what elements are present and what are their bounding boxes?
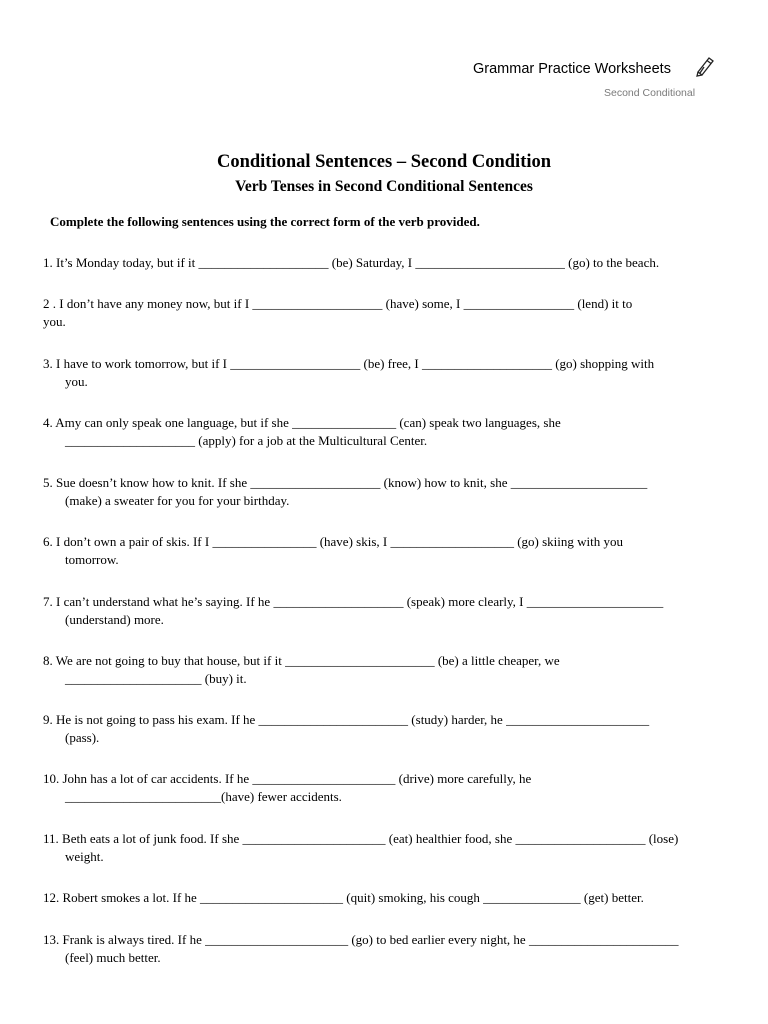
question-text-continued: (make) a sweater for you for your birthday. <box>65 493 290 508</box>
question-text: 7. I can’t understand what he’s saying. If he ____________________ (speak) more clearly, I _____________________ <box>43 594 664 609</box>
page-subtitle: Verb Tenses in Second Conditional Sentences <box>235 178 533 195</box>
question-text: 11. Beth eats a lot of junk food. If she ______________________ (eat) healthier food, she ____________________ (lose) <box>43 831 679 846</box>
question-text-continued: (pass). <box>65 730 100 745</box>
question-text: 13. Frank is always tired. If he ______________________ (go) to bed earlier every night, he _______________________ <box>43 932 679 947</box>
question-text: 12. Robert smokes a lot. If he ______________________ (quit) smoking, his cough _______________ (get) better. <box>43 890 644 905</box>
question-text-continued: weight. <box>65 849 104 864</box>
question-4 <box>43 414 723 450</box>
question-text-continued: _____________________ (buy) it. <box>65 671 247 686</box>
question-2 <box>43 295 723 331</box>
question-10 <box>43 770 723 806</box>
question-text: 10. John has a lot of car accidents. If he ______________________ (drive) more carefully, he <box>43 771 532 786</box>
question-12 <box>43 889 723 907</box>
question-3 <box>43 355 723 391</box>
question-text-continued: ____________________ (apply) for a job at the Multicultural Center. <box>65 433 428 448</box>
question-text: 6. I don’t own a pair of skis. If I ________________ (have) skis, I ___________________ (go) skiing with you <box>43 534 624 549</box>
question-text: 5. Sue doesn’t know how to knit. If she ____________________ (know) how to knit, she _____________________ <box>43 475 648 490</box>
question-text-continued: you. <box>43 314 66 329</box>
question-9 <box>43 711 723 747</box>
question-1 <box>43 254 723 272</box>
question-text: 2 . I don’t have any money now, but if I ____________________ (have) some, I _________________ (lend) it to <box>43 296 633 311</box>
question-8 <box>43 652 723 688</box>
question-11 <box>43 830 723 866</box>
question-5 <box>43 474 723 510</box>
question-text-continued: (understand) more. <box>65 612 164 627</box>
question-text-continued: ________________________(have) fewer accidents. <box>65 789 342 804</box>
question-text: 9. He is not going to pass his exam. If he _______________________ (study) harder, he ______________________ <box>43 712 650 727</box>
header-subtitle: Second Conditional <box>604 87 696 99</box>
instructions: Complete the following sentences using the correct form of the verb provided. <box>50 214 480 229</box>
question-text-continued: you. <box>65 374 88 389</box>
question-text: 4. Amy can only speak one language, but if she ________________ (can) speak two languages, she <box>43 415 561 430</box>
question-13 <box>43 931 723 967</box>
question-7 <box>43 593 723 629</box>
pencil-icon <box>694 53 716 77</box>
header-title: Grammar Practice Worksheets <box>473 61 671 77</box>
question-text: 8. We are not going to buy that house, but if it _______________________ (be) a little cheaper, we <box>43 653 560 668</box>
question-text: 3. I have to work tomorrow, but if I ____________________ (be) free, I ____________________ (go) shopping with <box>43 356 655 371</box>
page-title: Conditional Sentences – Second Condition <box>216 152 552 172</box>
question-text-continued: tomorrow. <box>65 552 119 567</box>
question-6 <box>43 533 723 569</box>
question-text-continued: (feel) much better. <box>65 950 161 965</box>
question-text: 1. It’s Monday today, but if it ____________________ (be) Saturday, I _______________________ (go) to the beach. <box>43 255 660 270</box>
